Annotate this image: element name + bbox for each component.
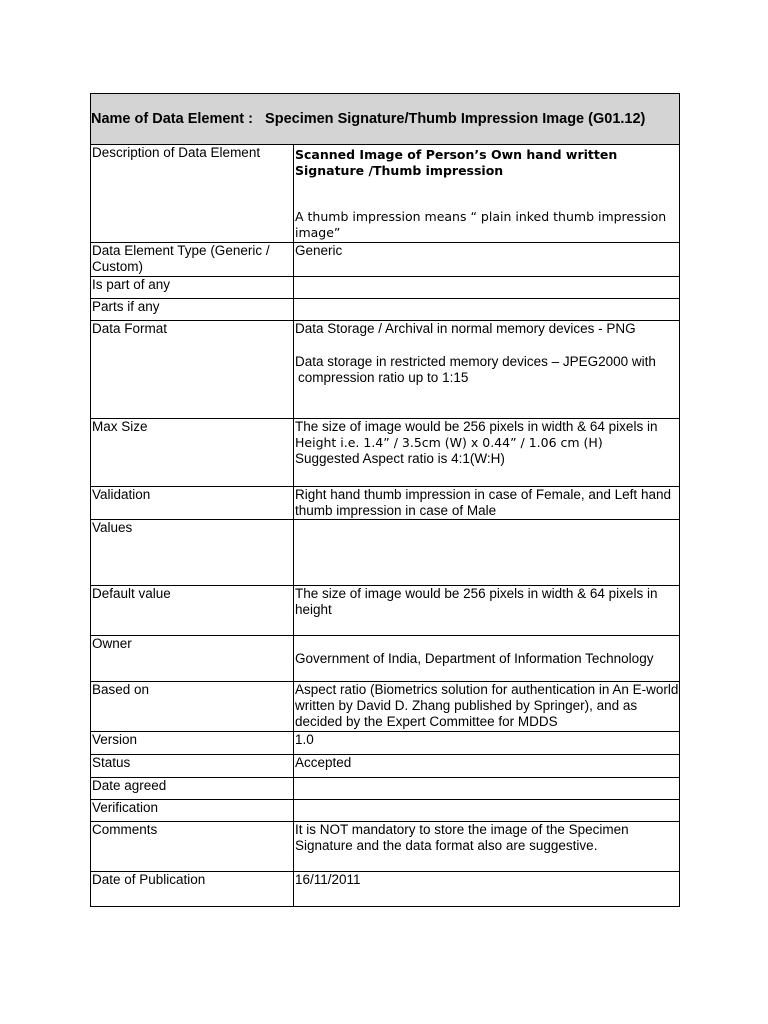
table-row — [91, 778, 680, 800]
table-row — [91, 822, 680, 872]
row-value: Right hand thumb impression in case of Female, and Left hand thumb impression in case of Male — [294, 487, 680, 520]
row-value — [294, 419, 680, 487]
row-label: Values — [91, 520, 294, 586]
row-value: The size of image would be 256 pixels in width & 64 pixels in height — [294, 586, 680, 636]
row-value — [294, 520, 680, 586]
max-size-line: The size of image would be 256 pixels in width & 64 pixels in — [295, 419, 658, 434]
row-value: 1.0 — [294, 732, 680, 755]
row-label: Validation — [91, 487, 294, 520]
table-row — [91, 487, 680, 520]
row-label: Data Format — [91, 321, 294, 419]
row-value — [294, 145, 680, 243]
data-element-title: Name of Data Element : Specimen Signature/Thumb Impression Image (G01.12) — [91, 94, 680, 145]
table-header-row — [91, 94, 680, 145]
row-label: Date of Publication — [91, 872, 294, 907]
row-label: Description of Data Element — [91, 145, 294, 243]
row-value — [294, 277, 680, 299]
max-size-line: Suggested Aspect ratio is 4:1(W:H) — [295, 451, 505, 466]
row-value: Generic — [294, 243, 680, 277]
row-value: It is NOT mandatory to store the image of the Specimen Signature and the data format also are suggestive. — [294, 822, 680, 872]
format-line: Data Storage / Archival in normal memory devices - PNG — [295, 321, 636, 336]
row-label: Parts if any — [91, 299, 294, 321]
table-row — [91, 800, 680, 822]
row-label: Comments — [91, 822, 294, 872]
row-label: Default value — [91, 586, 294, 636]
row-label: Owner — [91, 636, 294, 682]
row-value: Aspect ratio (Biometrics solution for authentication in An E-world written by David D. Zhang published by Springer), and as decided by the Expert Committee for MDDS — [294, 682, 680, 732]
data-element-table — [90, 93, 680, 907]
table-row — [91, 636, 680, 682]
table-row — [91, 299, 680, 321]
row-label: Version — [91, 732, 294, 755]
row-label: Is part of any — [91, 277, 294, 299]
description-line: Scanned Image of Person’s Own hand written Signature /Thumb impression — [295, 147, 618, 178]
row-label: Verification — [91, 800, 294, 822]
row-value: 16/11/2011 — [294, 872, 680, 907]
description-line: A thumb impression means “ plain inked thumb impression image” — [295, 209, 667, 240]
row-label: Date agreed — [91, 778, 294, 800]
table-row — [91, 755, 680, 778]
row-value: Government of India, Department of Information Technology — [294, 636, 680, 682]
table-row — [91, 419, 680, 487]
table-row — [91, 321, 680, 419]
max-size-line: Height i.e. 1.4” / 3.5cm (W) x 0.44” / 1.06 cm (H) — [295, 435, 603, 450]
row-label: Max Size — [91, 419, 294, 487]
row-label: Based on — [91, 682, 294, 732]
row-value: Accepted — [294, 755, 680, 778]
table-row — [91, 520, 680, 586]
table-row — [91, 682, 680, 732]
table-row — [91, 277, 680, 299]
row-value — [294, 778, 680, 800]
row-value — [294, 321, 680, 419]
table-row — [91, 586, 680, 636]
table-row — [91, 145, 680, 243]
table-row — [91, 243, 680, 277]
table-row — [91, 872, 680, 907]
format-line: Data storage in restricted memory devices – JPEG2000 with — [295, 354, 656, 369]
row-value — [294, 800, 680, 822]
row-label: Data Element Type (Generic / Custom) — [91, 243, 294, 277]
table-row — [91, 732, 680, 755]
format-line: compression ratio up to 1:15 — [298, 370, 469, 385]
row-label: Status — [91, 755, 294, 778]
row-value — [294, 299, 680, 321]
